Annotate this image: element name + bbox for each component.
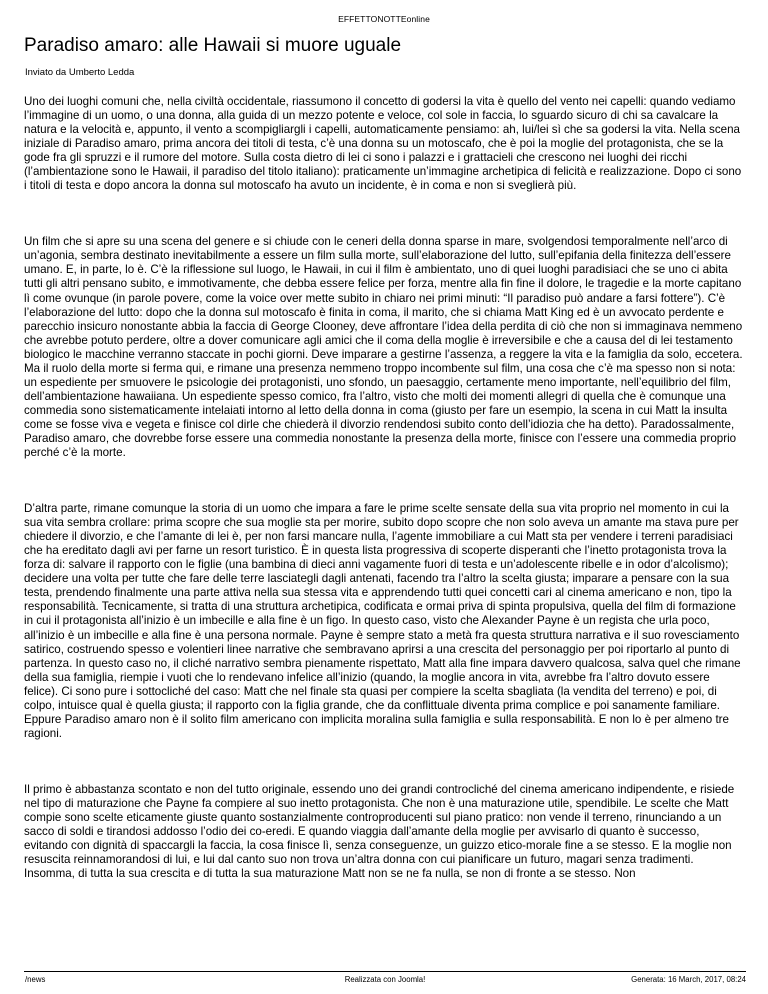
article-byline: Inviato da Umberto Ledda xyxy=(25,67,135,78)
footer-path: /news xyxy=(25,975,46,984)
footer-divider xyxy=(24,971,746,972)
article-paragraph-4: Il primo è abbastanza scontato e non del tutto originale, essendo uno dei grandi controcliché del cinema americano indipendente, e risiede nel tipo di maturazione che Payne fa compiere al suo inetto protagonista. Che non è una maturazione utile, spendibile. Le scelte che Matt compie sono scelte eticamente giuste quanto sostanzialmente controproducenti sul piano pratico: non vende il terreno, rinunciando a un sacco di soldi e tirandosi addosso l’odio dei co-eredi. E quando viaggia dall’amante della moglie per avvisarlo di quanto è successo, evitando con dignità di spaccargli la faccia, la cosa finisce lì, senza conseguenze, un guizzo etico-morale fine a se stesso. E la moglie non resuscita reinnamorandosi di lui, e lui dal canto suo non trova un’altra donna con cui pianificare un futuro, magari senza tradimenti. Insomma, di tutta la sua crescita e di tutta la sua maturazione Matt non se ne fa nulla, se non di fronte a se stesso. Non xyxy=(24,782,735,881)
site-header: EFFETTONOTTEonline xyxy=(338,14,430,24)
article-title: Paradiso amaro: alle Hawaii si muore uguale xyxy=(24,35,402,56)
article-paragraph-3: D’altra parte, rimane comunque la storia di un uomo che impara a fare le prime scelte sensate della sua vita proprio nel momento in cui la sua vita sembra crollare: prima scopre che sua moglie sta per morire, subito dopo scopre che non solo aveva un amante ma stava pure per chiedere il divorzio, e che l’amante di lei è, per non farsi mancare nulla, l’agente immobiliare a cui Matt sta per vendere i terreni paradisiaci che ha ereditato dagli avi per farne un resort turistico. È in questa lista progressiva di scoperte disperanti che l’inetto protagonista trova la forza di: salvare il rapporto con le figlie (una bambina di dieci anni vagamente fuori di testa e un’adolescente ribelle e in odor d’alcolismo); decidere una volta per tutte che fare delle terre lasciategli dagli antenati, facendo tra l’altro la scelta giusta; imparare a pensare con la sua testa, prendendo finalmente una parte attiva nella sua stessa vita e apprendendo tutti quei concetti cari al cinema americano e non, tipo la responsabilità. Tecnicamente, si tratta di una struttura archetipica, codificata e ormai priva di spinta propulsiva, quella del film di formazione in cui il protagonista all’inizio è un imbecille e alla fine è un figo. In questo caso, visto che Alexander Payne è un regista che urla poco, all’inizio è un imbecille e alla fine è una persona normale. Payne è sempre stato a metà fra questa struttura narrativa e il suo rovesciamento satirico, costruendo spesso e volentieri linee narrative che sembravano aprirsi a una crescita del personaggio per poi riportarlo al punto di partenza. In questo caso no, il cliché narrativo sembra pienamente rispettato, Matt alla fine impara davvero qualcosa, salva quel che rimane della sua famiglia, riempie i vuoti che lo rendevano infelice all’inizio (quando, la moglie ancora in vita, avrebbe fra l’altro dovuto essere felice). Ci sono pure i sottocliché del caso: Matt che nel finale sta quasi per compiere la scelta sbagliata (la vendita del terreno) e poi, di colpo, intuisce qual è quella giusta; il rapporto con la figlia grande, che da conflittuale diventa prima complice e poi sanamente familiare. Eppure Paradiso amaro non è il solito film americano con implicita moralina sulla famiglia e sulla responsabilità. E non lo è per almeno tre ragioni. xyxy=(24,502,741,740)
article-paragraph-1: Uno dei luoghi comuni che, nella civiltà occidentale, riassumono il concetto di godersi la vita è quello del vento nei capelli: quando vediamo l’immagine di un uomo, o una donna, alla guida di un mezzo potente e veloce, col sole in faccia, lo sguardo sicuro di chi sa cavalcare la natura e la velocità e, appunto, il vento a scompigliargli i capelli, automaticamente pensiamo: ah, lui/lei sì che sa godersi la vita. Nella scena iniziale di Paradiso amaro, prima ancora dei titoli di testa, c’è una donna su un motoscafo, che è poi la moglie del protagonista, che se la gode fra gli spruzzi e il rumore del motore. Sulla costa dietro di lei ci sono i palazzi e i grattacieli che crescono nei luoghi dei ricchi (l’ambientazione sono le Hawaii, il paradiso del titolo italiano): praticamente un’immagine archetipica di felicità e realizzazione. Dopo ci sono i titoli di testa e dopo ancora la donna sul motoscafo ha avuto un incidente, è in coma e non si sveglierà più. xyxy=(24,95,742,193)
article-body xyxy=(24,95,746,881)
footer-powered-by: Realizzata con Joomla! xyxy=(344,975,426,984)
article-viewport xyxy=(0,95,768,970)
article-paragraph-2: Un film che si apre su una scena del genere e si chiude con le ceneri della donna sparse in mare, svolgendosi temporalmente nell’arco di un’agonia, sembra destinato inevitabilmente a essere un film sulla morte, sull’elaborazione del lutto, sull’epifania della finitezza dell’essere umano. E, in parte, lo è. C’è la riflessione sul luogo, le Hawaii, in cui il film è ambientato, uno di quei luoghi paradisiaci che se uno ci abita tutti gli altri pensano subito, e immotivamente, che debba essere felice per forza, mentre alla fin fine il dolore, le tragedie e la morte capitano lì come ovunque (in parole povere, come la voice over mette subito in chiaro nei primi minuti: “Il paradiso può andare a farsi fottere”). C’è l’elaborazione del lutto: dopo che la donna sul motoscafo è finita in coma, il marito, che si chiama Matt King ed è un avvocato perdente e parecchio insicuro nonostante abbia la faccia di George Clooney, deve affrontare l’idea della perdita di ciò che non si immaginava nemmeno che avrebbe potuto perdere, oltre a dover comunicare agli amici che il coma della moglie è irreversibile e che a causa del di lei testamento biologico le macchine verranno staccate in pochi giorni. Deve imparare a gestirne l’assenza, a reggere la vita e la famiglia da solo, eccetera. Ma il ruolo della morte si ferma qui, e rimane una presenza nemmeno troppo incombente sul film, una cosa che c’è ma spesso non si nota: un espediente per smuovere le psicologie dei protagonisti, uno sfondo, un paesaggio, certamente meno importante, nell’equilibrio del film, dell’ambientazione hawaiiana. Un espediente spesso comico, fra l’altro, visto che molti dei momenti allegri di quella che è comunque una commedia sono sistematicamente intelaiati intorno al letto della donna in coma (giusto per fare un esempio, la scena in cui Matt la insulta come se fosse viva e vegeta e finisce col dirle che chiederà il divorzio rendendosi subito conto dell’idiozia che ha detto). Paradossalmente, Paradiso amaro, che dovrebbe forse essere una commedia nonostante la presenza della morte, finisce con l’essere una commedia proprio perché c’è la morte. xyxy=(24,235,743,460)
footer-generated-date: Generata: 16 March, 2017, 08:24 xyxy=(631,975,746,984)
